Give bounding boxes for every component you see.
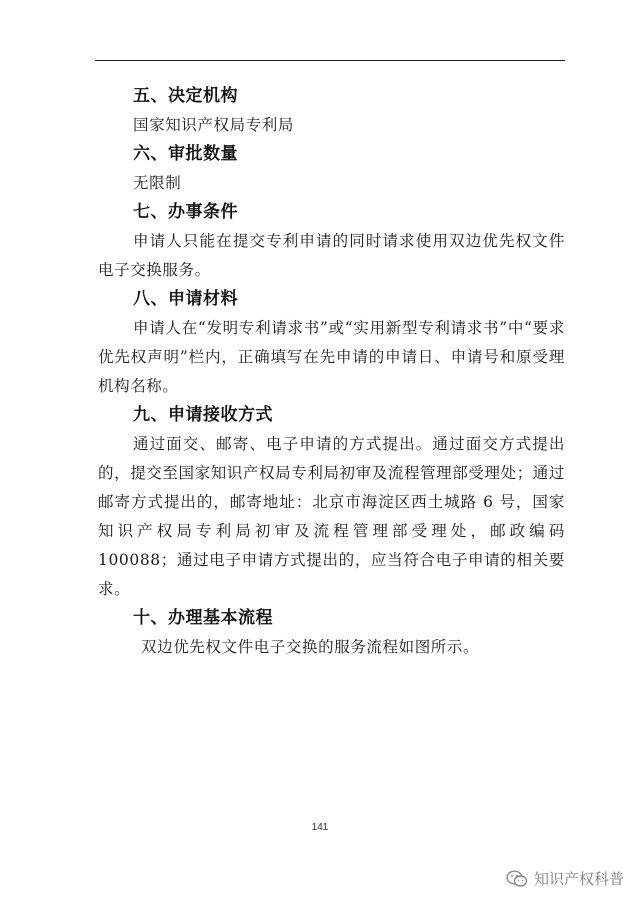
section-paragraph: 申请人只能在提交专利申请的同时请求使用双边优先权文件电子交换服务。 xyxy=(98,232,565,279)
section-heading: 十、办理基本流程 xyxy=(133,608,273,628)
section-paragraph: 无限制 xyxy=(133,174,182,192)
document-body xyxy=(98,82,565,662)
watermark-text: 知识产权科普 xyxy=(533,870,624,888)
section-heading: 六、审批数量 xyxy=(133,144,238,164)
page-number: 141 xyxy=(311,822,329,833)
section-paragraph: 申请人在“发明专利请求书”或“实用新型专利请求书”中“要求优先权声明”栏内，正确填写在先申请的申请日、申请号和原受理机构名称。 xyxy=(98,319,565,395)
watermark xyxy=(506,868,624,889)
section-paragraph: 双边优先权文件电子交换的服务流程如图所示。 xyxy=(141,638,480,656)
section-heading: 七、办事条件 xyxy=(133,202,238,222)
section-heading: 五、决定机构 xyxy=(133,86,238,106)
section-paragraph: 通过面交、邮寄、电子申请的方式提出。通过面交方式提出的，提交至国家知识产权局专利局初审及流程管理部受理处；通过邮寄方式提出的，邮寄地址：北京市海淀区西土城路 6 号，国家知识产权局专利局初审及流程管理部受理处，邮政编码 100088；通过电子申请方式提出的，应当符合电子申请的相关要求。 xyxy=(98,435,565,598)
header-rule xyxy=(95,60,565,61)
section-paragraph: 国家知识产权局专利局 xyxy=(133,116,295,134)
section-heading: 九、申请接收方式 xyxy=(133,405,273,425)
section-heading: 八、申请材料 xyxy=(133,289,238,309)
wechat-icon xyxy=(506,870,528,888)
